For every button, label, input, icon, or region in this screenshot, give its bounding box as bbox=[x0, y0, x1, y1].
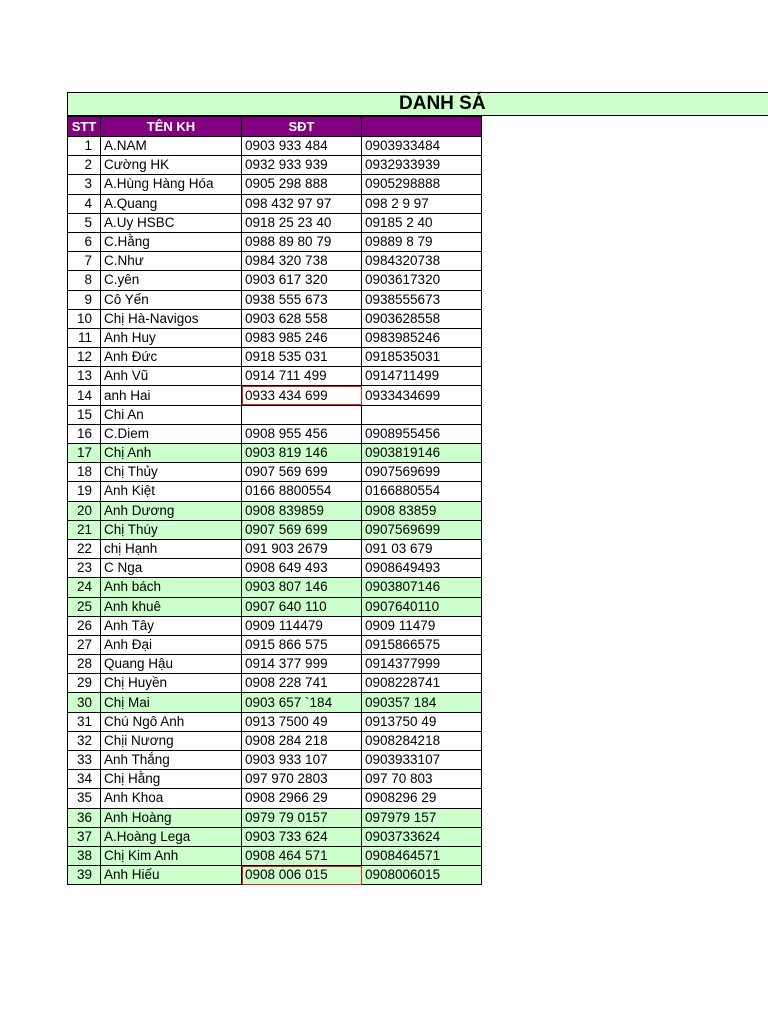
table-row bbox=[68, 348, 482, 367]
cell-name[interactable]: Chịi Nương bbox=[101, 731, 242, 750]
table-row bbox=[68, 597, 482, 616]
cell-phone-2[interactable]: 0903628558 bbox=[362, 309, 482, 328]
cell-name[interactable]: C Nga bbox=[101, 559, 242, 578]
title-row bbox=[67, 92, 768, 116]
cell-phone-2[interactable]: 0903819146 bbox=[362, 444, 482, 463]
cell-name[interactable]: Chị Kim Anh bbox=[101, 846, 242, 865]
cell-phone[interactable]: 0907 569 699 bbox=[242, 520, 362, 539]
cell-phone[interactable]: 0908 2966 29 bbox=[242, 789, 362, 808]
cell-phone-2[interactable]: 0905298888 bbox=[362, 175, 482, 194]
cell-phone[interactable]: 0933 434 699 bbox=[242, 386, 362, 405]
table-row bbox=[68, 232, 482, 251]
cell-phone-2[interactable]: 0907569699 bbox=[362, 520, 482, 539]
cell-phone[interactable]: 0915 866 575 bbox=[242, 635, 362, 654]
cell-phone-2[interactable]: 0908006015 bbox=[362, 866, 482, 885]
cell-name[interactable]: Anh Vũ bbox=[101, 367, 242, 386]
cell-stt[interactable]: 27 bbox=[68, 635, 101, 654]
cell-name[interactable]: chị Hạnh bbox=[101, 539, 242, 558]
cell-phone[interactable]: 0932 933 939 bbox=[242, 156, 362, 175]
cell-stt[interactable]: 32 bbox=[68, 731, 101, 750]
cell-name[interactable]: Chị Thủy bbox=[101, 463, 242, 482]
table-row bbox=[68, 271, 482, 290]
cell-name[interactable]: Chị Hằng bbox=[101, 770, 242, 789]
cell-stt[interactable]: 16 bbox=[68, 424, 101, 443]
table-row bbox=[68, 635, 482, 654]
cell-phone-2[interactable] bbox=[362, 405, 482, 424]
header-name[interactable]: TÊN KH bbox=[101, 117, 242, 137]
cell-name[interactable]: A.Hùng Hàng Hóa bbox=[101, 175, 242, 194]
cell-phone-2[interactable]: 097 70 803 bbox=[362, 770, 482, 789]
cell-name[interactable]: Anh Hiếu bbox=[101, 866, 242, 885]
cell-phone[interactable]: 0914 377 999 bbox=[242, 655, 362, 674]
cell-phone[interactable]: 0903 807 146 bbox=[242, 578, 362, 597]
cell-stt[interactable]: 35 bbox=[68, 789, 101, 808]
cell-stt[interactable]: 20 bbox=[68, 501, 101, 520]
cell-phone-2[interactable]: 091 03 679 bbox=[362, 539, 482, 558]
cell-name[interactable]: Cô Yến bbox=[101, 290, 242, 309]
cell-stt[interactable]: 38 bbox=[68, 846, 101, 865]
cell-phone[interactable]: 098 432 97 97 bbox=[242, 194, 362, 213]
cell-stt[interactable]: 14 bbox=[68, 386, 101, 405]
table-row bbox=[68, 175, 482, 194]
table-row bbox=[68, 539, 482, 558]
cell-phone-2[interactable]: 0915866575 bbox=[362, 635, 482, 654]
cell-stt[interactable]: 4 bbox=[68, 194, 101, 213]
cell-name[interactable]: Anh bách bbox=[101, 578, 242, 597]
cell-stt[interactable]: 5 bbox=[68, 213, 101, 232]
cell-name[interactable]: Anh Đại bbox=[101, 635, 242, 654]
cell-stt[interactable]: 19 bbox=[68, 482, 101, 501]
table-row bbox=[68, 194, 482, 213]
cell-name[interactable]: Chú Ngô Anh bbox=[101, 712, 242, 731]
cell-phone-2[interactable]: 0918535031 bbox=[362, 348, 482, 367]
table-row bbox=[68, 213, 482, 232]
cell-stt[interactable]: 2 bbox=[68, 156, 101, 175]
cell-phone[interactable]: 0903 617 320 bbox=[242, 271, 362, 290]
cell-phone-2[interactable]: 0914377999 bbox=[362, 655, 482, 674]
cell-phone[interactable]: 0903 933 484 bbox=[242, 137, 362, 156]
cell-stt[interactable]: 34 bbox=[68, 770, 101, 789]
table-row bbox=[68, 674, 482, 693]
spreadsheet bbox=[67, 92, 768, 885]
cell-phone[interactable]: 0908 955 456 bbox=[242, 424, 362, 443]
table-row bbox=[68, 616, 482, 635]
table-row bbox=[68, 846, 482, 865]
cell-name[interactable]: Anh Thắng bbox=[101, 751, 242, 770]
cell-phone[interactable]: 0905 298 888 bbox=[242, 175, 362, 194]
cell-phone[interactable]: 0903 628 558 bbox=[242, 309, 362, 328]
header-phone[interactable]: SĐT bbox=[242, 117, 362, 137]
cell-stt[interactable]: 31 bbox=[68, 712, 101, 731]
cell-phone-2[interactable]: 0903733624 bbox=[362, 827, 482, 846]
cell-phone-2[interactable]: 0166880554 bbox=[362, 482, 482, 501]
cell-phone[interactable]: 0908 649 493 bbox=[242, 559, 362, 578]
cell-name[interactable]: A.Quang bbox=[101, 194, 242, 213]
table-row bbox=[68, 424, 482, 443]
cell-phone-2[interactable]: 0933434699 bbox=[362, 386, 482, 405]
cell-phone[interactable]: 0903 657 `184 bbox=[242, 693, 362, 712]
cell-phone[interactable]: 0903 933 107 bbox=[242, 751, 362, 770]
cell-stt[interactable]: 28 bbox=[68, 655, 101, 674]
table-row bbox=[68, 386, 482, 405]
table-row bbox=[68, 693, 482, 712]
header-row bbox=[68, 117, 482, 137]
cell-phone[interactable]: 0918 25 23 40 bbox=[242, 213, 362, 232]
cell-phone-2[interactable]: 0907569699 bbox=[362, 463, 482, 482]
cell-phone-2[interactable]: 0984320738 bbox=[362, 252, 482, 271]
cell-phone-2[interactable]: 0903807146 bbox=[362, 578, 482, 597]
table-row bbox=[68, 712, 482, 731]
cell-stt[interactable]: 25 bbox=[68, 597, 101, 616]
cell-phone[interactable]: 0988 89 80 79 bbox=[242, 232, 362, 251]
cell-phone-2[interactable]: 0907640110 bbox=[362, 597, 482, 616]
table-row bbox=[68, 559, 482, 578]
cell-name[interactable]: Anh Huy bbox=[101, 328, 242, 347]
cell-phone[interactable]: 0918 535 031 bbox=[242, 348, 362, 367]
cell-name[interactable]: C.Như bbox=[101, 252, 242, 271]
cell-phone[interactable] bbox=[242, 405, 362, 424]
cell-name[interactable]: A.Hoàng Lega bbox=[101, 827, 242, 846]
cell-phone-2[interactable]: 0908464571 bbox=[362, 846, 482, 865]
cell-stt[interactable]: 26 bbox=[68, 616, 101, 635]
table-row bbox=[68, 309, 482, 328]
cell-name[interactable]: Chi An bbox=[101, 405, 242, 424]
cell-stt[interactable]: 23 bbox=[68, 559, 101, 578]
cell-phone[interactable]: 0903 733 624 bbox=[242, 827, 362, 846]
cell-name[interactable]: A.NAM bbox=[101, 137, 242, 156]
cell-name[interactable]: Chị Hà-Navigos bbox=[101, 309, 242, 328]
table-row bbox=[68, 252, 482, 271]
table-row bbox=[68, 731, 482, 750]
table-row bbox=[68, 328, 482, 347]
cell-name[interactable]: Quang Hậu bbox=[101, 655, 242, 674]
cell-name[interactable]: Anh Tây bbox=[101, 616, 242, 635]
table-row bbox=[68, 520, 482, 539]
cell-name[interactable]: Anh Kiệt bbox=[101, 482, 242, 501]
cell-phone[interactable]: 0907 640 110 bbox=[242, 597, 362, 616]
cell-phone[interactable]: 0914 711 499 bbox=[242, 367, 362, 386]
cell-phone[interactable]: 0908 284 218 bbox=[242, 731, 362, 750]
cell-stt[interactable]: 21 bbox=[68, 520, 101, 539]
cell-phone[interactable]: 0979 79 0157 bbox=[242, 808, 362, 827]
table-row bbox=[68, 463, 482, 482]
cell-name[interactable]: anh Hai bbox=[101, 386, 242, 405]
cell-stt[interactable]: 10 bbox=[68, 309, 101, 328]
cell-phone[interactable]: 0908 228 741 bbox=[242, 674, 362, 693]
cell-phone[interactable]: 0913 7500 49 bbox=[242, 712, 362, 731]
cell-stt[interactable]: 22 bbox=[68, 539, 101, 558]
table-row bbox=[68, 367, 482, 386]
cell-phone[interactable]: 0907 569 699 bbox=[242, 463, 362, 482]
cell-name[interactable]: Anh Khoa bbox=[101, 789, 242, 808]
table-row bbox=[68, 137, 482, 156]
table-row bbox=[68, 501, 482, 520]
cell-name[interactable]: Chị Huyền bbox=[101, 674, 242, 693]
cell-phone-2[interactable]: 09889 8 79 bbox=[362, 232, 482, 251]
cell-phone-2[interactable]: 0908649493 bbox=[362, 559, 482, 578]
cell-phone-2[interactable]: 0903933484 bbox=[362, 137, 482, 156]
header-stt[interactable]: STT bbox=[68, 117, 101, 137]
cell-phone[interactable]: 0983 985 246 bbox=[242, 328, 362, 347]
cell-stt[interactable]: 29 bbox=[68, 674, 101, 693]
table-row bbox=[68, 751, 482, 770]
table-row bbox=[68, 827, 482, 846]
cell-phone-2[interactable]: 0908284218 bbox=[362, 731, 482, 750]
cell-name[interactable]: Chị Thúy bbox=[101, 520, 242, 539]
cell-phone[interactable]: 0908 839859 bbox=[242, 501, 362, 520]
cell-phone[interactable]: 0938 555 673 bbox=[242, 290, 362, 309]
cell-name[interactable]: A.Uy HSBC bbox=[101, 213, 242, 232]
table-row bbox=[68, 866, 482, 885]
cell-phone-2[interactable]: 0932933939 bbox=[362, 156, 482, 175]
cell-phone-2[interactable]: 0909 11479 bbox=[362, 616, 482, 635]
cell-name[interactable]: C.Diem bbox=[101, 424, 242, 443]
cell-stt[interactable]: 18 bbox=[68, 463, 101, 482]
cell-stt[interactable]: 9 bbox=[68, 290, 101, 309]
cell-name[interactable]: Chị Mai bbox=[101, 693, 242, 712]
cell-stt[interactable]: 3 bbox=[68, 175, 101, 194]
cell-stt[interactable]: 24 bbox=[68, 578, 101, 597]
cell-stt[interactable]: 13 bbox=[68, 367, 101, 386]
table-row bbox=[68, 578, 482, 597]
cell-stt[interactable]: 33 bbox=[68, 751, 101, 770]
table-row bbox=[68, 789, 482, 808]
table-row bbox=[68, 655, 482, 674]
cell-phone[interactable]: 0908 006 015 bbox=[242, 866, 362, 885]
table-row bbox=[68, 770, 482, 789]
cell-stt[interactable]: 39 bbox=[68, 866, 101, 885]
cell-phone[interactable]: 0166 8800554 bbox=[242, 482, 362, 501]
cell-stt[interactable]: 1 bbox=[68, 137, 101, 156]
cell-phone-2[interactable]: 0914711499 bbox=[362, 367, 482, 386]
cell-phone-2[interactable]: 0983985246 bbox=[362, 328, 482, 347]
cell-stt[interactable]: 36 bbox=[68, 808, 101, 827]
table-row bbox=[68, 482, 482, 501]
cell-stt[interactable]: 6 bbox=[68, 232, 101, 251]
cell-name[interactable]: Anh khuê bbox=[101, 597, 242, 616]
table-row bbox=[68, 156, 482, 175]
cell-name[interactable]: Chị Anh bbox=[101, 444, 242, 463]
cell-phone-2[interactable]: 090357 184 bbox=[362, 693, 482, 712]
cell-phone[interactable]: 0984 320 738 bbox=[242, 252, 362, 271]
cell-name[interactable]: Cường HK bbox=[101, 156, 242, 175]
table-row bbox=[68, 808, 482, 827]
cell-phone-2[interactable]: 0938555673 bbox=[362, 290, 482, 309]
cell-phone-2[interactable]: 0903933107 bbox=[362, 751, 482, 770]
cell-stt[interactable]: 37 bbox=[68, 827, 101, 846]
sheet-title: DANH SÁ bbox=[399, 93, 486, 114]
cell-stt[interactable]: 30 bbox=[68, 693, 101, 712]
cell-phone[interactable]: 091 903 2679 bbox=[242, 539, 362, 558]
cell-name[interactable]: C.yên bbox=[101, 271, 242, 290]
cell-phone-2[interactable]: 0908228741 bbox=[362, 674, 482, 693]
table-row bbox=[68, 444, 482, 463]
cell-stt[interactable]: 12 bbox=[68, 348, 101, 367]
cell-stt[interactable]: 7 bbox=[68, 252, 101, 271]
cell-stt[interactable]: 8 bbox=[68, 271, 101, 290]
cell-stt[interactable]: 15 bbox=[68, 405, 101, 424]
cell-name[interactable]: Anh Hoàng bbox=[101, 808, 242, 827]
cell-phone-2[interactable]: 097979 157 bbox=[362, 808, 482, 827]
cell-phone[interactable]: 097 970 2803 bbox=[242, 770, 362, 789]
cell-phone[interactable]: 0903 819 146 bbox=[242, 444, 362, 463]
cell-phone-2[interactable]: 0908296 29 bbox=[362, 789, 482, 808]
cell-phone-2[interactable]: 0908955456 bbox=[362, 424, 482, 443]
table-row bbox=[68, 290, 482, 309]
table-row bbox=[68, 405, 482, 424]
cell-phone-2[interactable]: 0903617320 bbox=[362, 271, 482, 290]
cell-phone-2[interactable]: 09185 2 40 bbox=[362, 213, 482, 232]
cell-name[interactable]: Anh Dương bbox=[101, 501, 242, 520]
cell-phone-2[interactable]: 0913750 49 bbox=[362, 712, 482, 731]
cell-stt[interactable]: 17 bbox=[68, 444, 101, 463]
header-phone-2[interactable] bbox=[362, 117, 482, 137]
cell-stt[interactable]: 11 bbox=[68, 328, 101, 347]
cell-phone[interactable]: 0908 464 571 bbox=[242, 846, 362, 865]
customer-table bbox=[67, 116, 482, 885]
cell-phone-2[interactable]: 098 2 9 97 bbox=[362, 194, 482, 213]
cell-phone[interactable]: 0909 114479 bbox=[242, 616, 362, 635]
cell-name[interactable]: Anh Đức bbox=[101, 348, 242, 367]
cell-name[interactable]: C.Hằng bbox=[101, 232, 242, 251]
cell-phone-2[interactable]: 0908 83859 bbox=[362, 501, 482, 520]
